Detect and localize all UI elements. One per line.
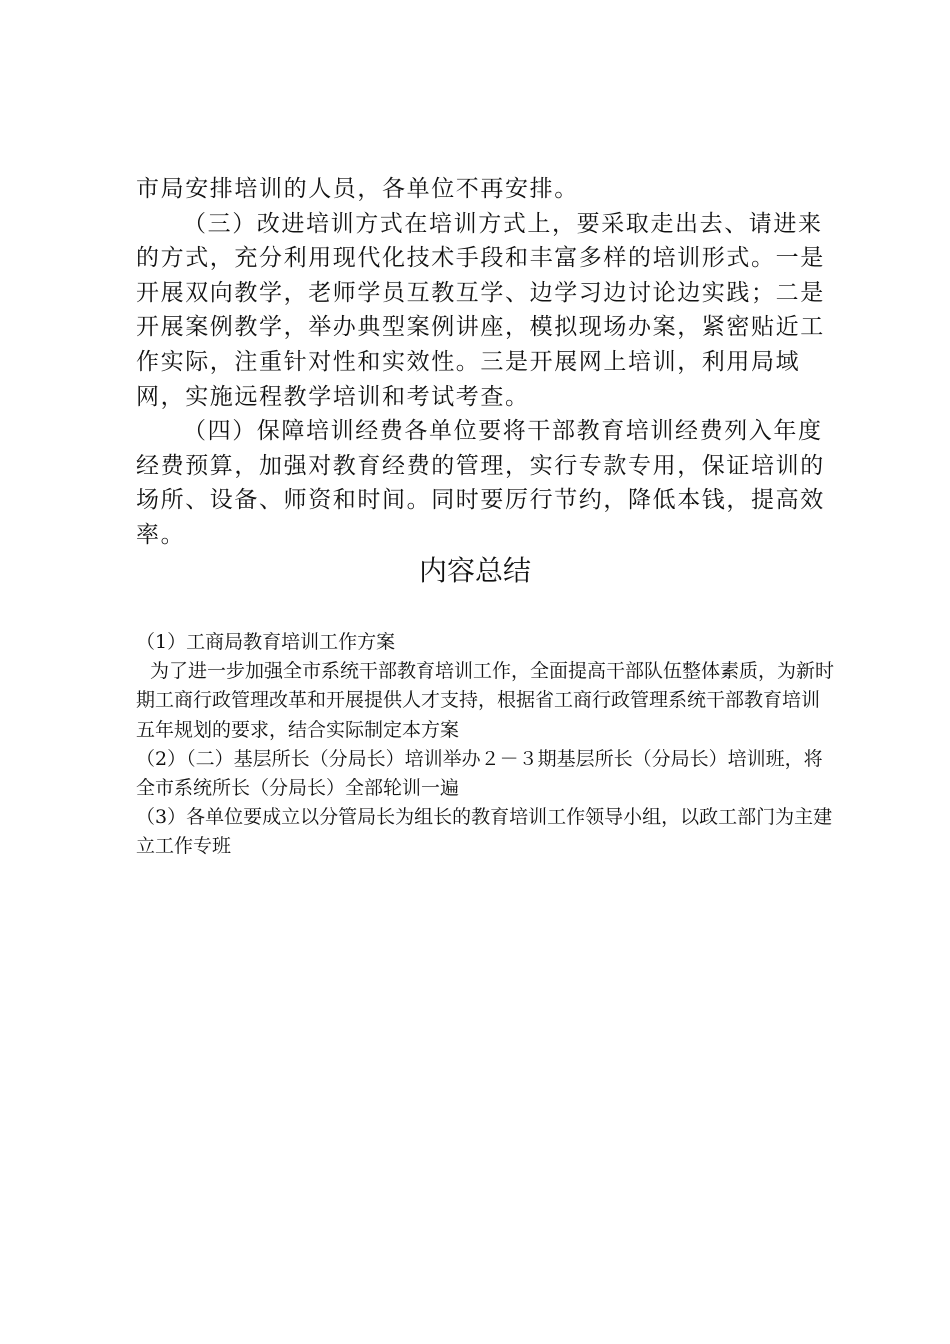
paragraph-training-funds: （四）保障培训经费各单位要将干部教育培训经费列入年度经费预算，加强对教育经费的管理，实行专款专用，保证培训的场所、设备、师资和时间。同时要厉行节约，降低本钱，提高效率。 <box>136 418 825 548</box>
summary-item-2: （2）（二）基层所长（分局长）培训举办２－３期基层所长（分局长）培训班，将全市系统所长（分局长）全部轮训一遍 <box>136 747 823 800</box>
paragraph-training-methods: （三）改进培训方式在培训方式上，要采取走出去、请进来的方式，充分利用现代化技术手段和丰富多样的培训形式。一是开展双向教学，老师学员互教互学、边学习边讨论边实践；二是开展案例教学，举办典型案例讲座，模拟现场办案，紧密贴近工作实际，注重针对性和实效性。三是开展网上培训，利用局域网，实施远程教学培训和考试考查。 <box>136 210 825 410</box>
paragraph-continuation: 市局安排培训的人员，各单位不再安排。 <box>136 176 579 202</box>
summary-item-1-text: 为了进一步加强全市系统干部教育培训工作，全面提高干部队伍整体素质，为新时期工商行政管理改革和开展提供人才支持，根据省工商行政管理系统干部教育培训五年规划的要求，结合实际制定本方案 <box>136 660 835 741</box>
summary-section <box>136 628 836 862</box>
summary-title: 内容总结 <box>418 554 531 587</box>
summary-item-3: （3）各单位要成立以分管局长为组长的教育培训工作领导小组，以政工部门为主建立工作专班 <box>136 806 833 858</box>
summary-item-1-heading: （1）工商局教育培训工作方案 <box>136 631 396 653</box>
body-text <box>136 172 836 553</box>
